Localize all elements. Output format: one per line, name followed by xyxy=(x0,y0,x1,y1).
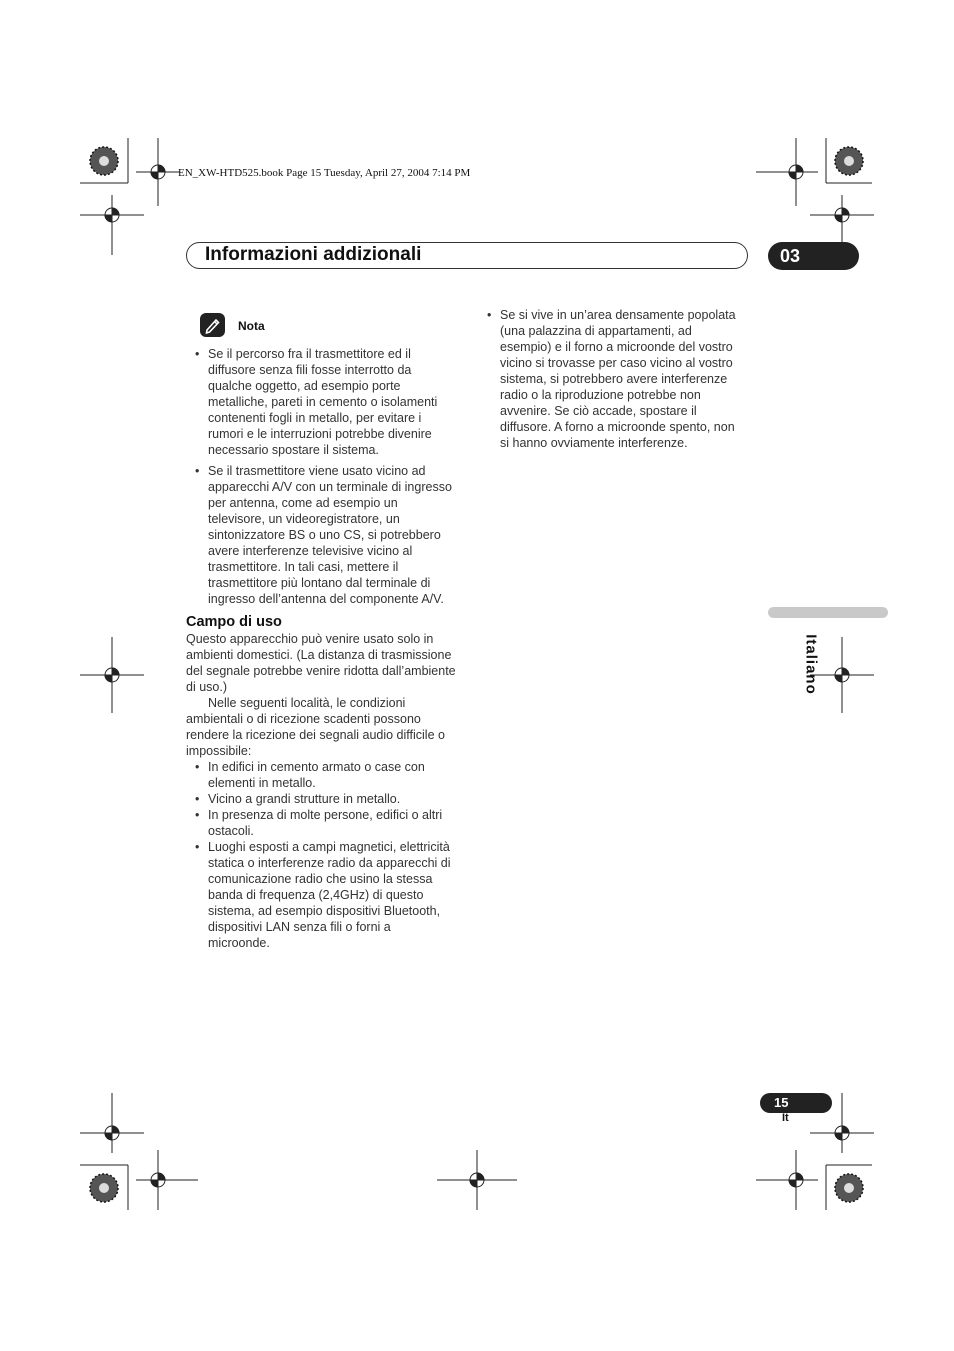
chapter-number-badge: 03 xyxy=(768,242,859,270)
list-item: • Vicino a grandi strutture in metallo. xyxy=(186,791,456,807)
paragraph: Questo apparecchio può venire usato solo in ambienti domestici. (La distanza di trasmissione del segnale potrebbe venire ridotta dall’ambiente di uso.) xyxy=(186,632,456,694)
page-title: Informazioni addizionali xyxy=(205,244,422,265)
list-item: • Se il percorso fra il trasmettitore ed il diffusore senza fili fosse interrotto da qualche oggetto, ad esempio porte metalliche, pareti in cemento o isolamenti contenenti fogli in metallo, per evitare i rumori e le interruzioni potrebbe divenire necessario spostare il sistema. xyxy=(186,346,456,458)
print-header-line: EN_XW-HTD525.book Page 15 Tuesday, April 27, 2004 7:14 PM xyxy=(178,167,471,179)
list-item: • Luoghi esposti a campi magnetici, elettricità statica o interferenze radio da apparecchi di comunicazione radio che usino la stessa banda di frequenza (2,4GHz) di questo sistema, ad esempio dispositivi Bluetooth, dispositivi LAN senza fili o forni a microonde. xyxy=(186,839,456,951)
pencil-icon xyxy=(200,313,225,337)
list-item: • Se si vive in un’area densamente popolata (una palazzina di appartamenti, ad esempio) e il forno a microonde del vostro vicino si trovasse per caso vicino al vostro sistema, si potrebbero avere interferenze radio o la riproduzione potrebbe non avvenire. Se ciò accade, spostare il diffusore. A forno a microonde spento, non si hanno ovviamente interferenze. xyxy=(478,307,746,451)
list-item: • In presenza di molte persone, edifici o altri ostacoli. xyxy=(186,807,456,839)
language-tab-bar xyxy=(768,607,888,618)
list-item: • Se il trasmettitore viene usato vicino ad apparecchi A/V con un terminale di ingresso per antenna, come ad esempio un televisore, un videoregistratore, un sintonizzatore BS o uno CS, si potrebbero avere interferenze televisive vicino al trasmettitore. In tali casi, mettere il trasmettitore più lontano dal terminale di ingresso dell’antenna del componente A/V. xyxy=(186,463,456,607)
note-label: Nota xyxy=(238,319,265,333)
left-column xyxy=(186,346,456,951)
right-list xyxy=(478,307,746,451)
paragraph: Nelle seguenti località, le condizioni ambientali o di ricezione scadenti possono rendere la ricezione dei segnali audio difficile o impossibile: xyxy=(186,696,445,758)
section-heading-campo: Campo di uso xyxy=(186,614,282,630)
page-number-badge: 15 xyxy=(760,1093,832,1113)
conditions-list xyxy=(186,759,456,951)
note-list xyxy=(186,346,456,607)
page-language-code: It xyxy=(782,1112,789,1124)
list-item: • In edifici in cemento armato o case con elementi in metallo. xyxy=(186,759,456,791)
language-tab-label: Italiano xyxy=(802,634,820,695)
right-column xyxy=(478,307,746,451)
